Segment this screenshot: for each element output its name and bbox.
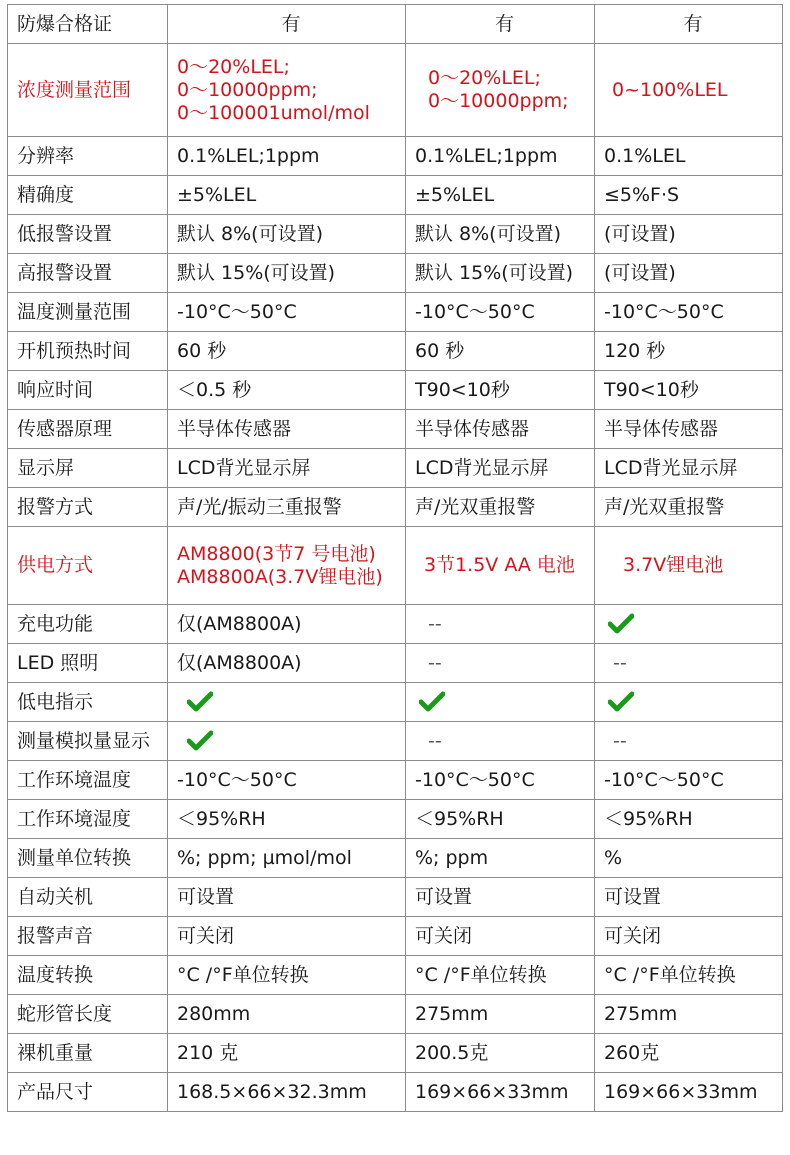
row-label-alarm-mode: 报警方式 [8, 488, 168, 527]
cell: 默认 15%(可设置) [406, 254, 595, 293]
row-label-dimensions: 产品尺寸 [8, 1073, 168, 1112]
cell: 声/光双重报警 [595, 488, 783, 527]
row-label-work-temp: 工作环境温度 [8, 761, 168, 800]
table-row [8, 1073, 783, 1112]
row-label-response-time: 响应时间 [8, 371, 168, 410]
cell: -10°C～50°C [595, 293, 783, 332]
cell: 默认 8%(可设置) [406, 215, 595, 254]
row-label-accuracy: 精确度 [8, 176, 168, 215]
table-row [8, 293, 783, 332]
cell: ＜95%RH [595, 800, 783, 839]
cell: -10°C～50°C [595, 761, 783, 800]
cell: 可关闭 [406, 917, 595, 956]
row-label-resolution: 分辨率 [8, 137, 168, 176]
cell [168, 722, 406, 761]
table-row [8, 410, 783, 449]
cell: LCD背光显示屏 [595, 449, 783, 488]
row-label-temp-range: 温度测量范围 [8, 293, 168, 332]
table-row [8, 722, 783, 761]
row-label-weight: 裸机重量 [8, 1034, 168, 1073]
table-row [8, 44, 783, 137]
cell: (可设置) [595, 215, 783, 254]
cell: 280mm [168, 995, 406, 1034]
cell: 3节1.5V AA 电池 [406, 527, 595, 605]
cell: ≤5%F·S [595, 176, 783, 215]
cell: 260克 [595, 1034, 783, 1073]
row-label-auto-off: 自动关机 [8, 878, 168, 917]
row-label-unit-conversion: 测量单位转换 [8, 839, 168, 878]
cell: -- [406, 644, 595, 683]
row-label-charging: 充电功能 [8, 605, 168, 644]
cell: T90<10秒 [406, 371, 595, 410]
row-label-analog-display: 测量模拟量显示 [8, 722, 168, 761]
cell: 210 克 [168, 1034, 406, 1073]
green-check-icon [187, 730, 213, 752]
cell: 声/光双重报警 [406, 488, 595, 527]
cell: 0~100%LEL [595, 44, 783, 137]
cell [168, 44, 406, 137]
cell: 0.1%LEL;1ppm [168, 137, 406, 176]
cell [168, 527, 406, 605]
cell: LCD背光显示屏 [168, 449, 406, 488]
cell: 0.1%LEL [595, 137, 783, 176]
cell: 仅(AM8800A) [168, 644, 406, 683]
cell: -10°C～50°C [406, 293, 595, 332]
row-label-alarm-sound: 报警声音 [8, 917, 168, 956]
cell: 有 [168, 5, 406, 44]
row-label-high-alarm: 高报警设置 [8, 254, 168, 293]
cell: ＜0.5 秒 [168, 371, 406, 410]
table-row [8, 254, 783, 293]
table-row [8, 449, 783, 488]
cell: 3.7V锂电池 [595, 527, 783, 605]
table-row [8, 215, 783, 254]
green-check-icon [187, 691, 213, 713]
cell: 0.1%LEL;1ppm [406, 137, 595, 176]
cell: T90<10秒 [595, 371, 783, 410]
cell: -- [595, 644, 783, 683]
cell: 有 [595, 5, 783, 44]
row-label-display: 显示屏 [8, 449, 168, 488]
cell: 60 秒 [168, 332, 406, 371]
row-label-low-alarm: 低报警设置 [8, 215, 168, 254]
table-row [8, 371, 783, 410]
cell [168, 683, 406, 722]
spec-comparison-table [7, 4, 783, 1112]
cell: 默认 8%(可设置) [168, 215, 406, 254]
cell: 168.5×66×32.3mm [168, 1073, 406, 1112]
cell: ＜95%RH [406, 800, 595, 839]
table-row [8, 488, 783, 527]
cell: -- [595, 722, 783, 761]
table-row [8, 956, 783, 995]
cell: (可设置) [595, 254, 783, 293]
table-row [8, 5, 783, 44]
cell: 可关闭 [595, 917, 783, 956]
cell: 仅(AM8800A) [168, 605, 406, 644]
cell: 可设置 [406, 878, 595, 917]
cell: -10°C～50°C [406, 761, 595, 800]
table-row [8, 878, 783, 917]
cell-line: 0～10000ppm; [177, 78, 318, 101]
row-label-low-battery: 低电指示 [8, 683, 168, 722]
cell [595, 605, 783, 644]
cell: 半导体传感器 [595, 410, 783, 449]
cell [406, 44, 595, 137]
cell [406, 683, 595, 722]
green-check-icon [419, 691, 445, 713]
row-label-concentration-range: 浓度测量范围 [8, 44, 168, 137]
table-row [8, 644, 783, 683]
cell-line: AM8800A(3.7V锂电池) [177, 565, 383, 588]
cell: 默认 15%(可设置) [168, 254, 406, 293]
cell-line: 0～20%LEL; [177, 55, 290, 78]
table-row [8, 332, 783, 371]
table-row [8, 1034, 783, 1073]
green-check-icon [608, 613, 634, 635]
cell: 半导体传感器 [168, 410, 406, 449]
row-label-hose-length: 蛇形管长度 [8, 995, 168, 1034]
row-label-temp-conversion: 温度转换 [8, 956, 168, 995]
table-row [8, 137, 783, 176]
row-label-explosion-cert: 防爆合格证 [8, 5, 168, 44]
cell: 169×66×33mm [406, 1073, 595, 1112]
cell: 半导体传感器 [406, 410, 595, 449]
row-label-sensor-principle: 传感器原理 [8, 410, 168, 449]
cell: 有 [406, 5, 595, 44]
cell: °C /°F单位转换 [168, 956, 406, 995]
table-row [8, 995, 783, 1034]
cell: 可设置 [168, 878, 406, 917]
cell: ±5%LEL [168, 176, 406, 215]
cell: 可设置 [595, 878, 783, 917]
cell: °C /°F单位转换 [406, 956, 595, 995]
cell-line: 0～100001umol/mol [177, 101, 370, 124]
table-row [8, 839, 783, 878]
row-label-power-supply: 供电方式 [8, 527, 168, 605]
cell: %; ppm; µmol/mol [168, 839, 406, 878]
cell: 60 秒 [406, 332, 595, 371]
cell-line: 0～10000ppm; [428, 90, 569, 112]
row-label-led-light: LED 照明 [8, 644, 168, 683]
cell: 169×66×33mm [595, 1073, 783, 1112]
table-row [8, 527, 783, 605]
row-label-work-humidity: 工作环境湿度 [8, 800, 168, 839]
cell: -10°C～50°C [168, 293, 406, 332]
table-row [8, 605, 783, 644]
cell: -10°C～50°C [168, 761, 406, 800]
table-row [8, 683, 783, 722]
cell: -- [406, 605, 595, 644]
cell: °C /°F单位转换 [595, 956, 783, 995]
cell: 275mm [406, 995, 595, 1034]
cell: %; ppm [406, 839, 595, 878]
cell: LCD背光显示屏 [406, 449, 595, 488]
cell: 200.5克 [406, 1034, 595, 1073]
table-row [8, 176, 783, 215]
cell: 声/光/振动三重报警 [168, 488, 406, 527]
cell: 120 秒 [595, 332, 783, 371]
table-row [8, 800, 783, 839]
cell: ＜95%RH [168, 800, 406, 839]
cell-line: AM8800(3节7 号电池) [177, 542, 376, 565]
cell: % [595, 839, 783, 878]
table-row [8, 761, 783, 800]
cell: ±5%LEL [406, 176, 595, 215]
cell: 275mm [595, 995, 783, 1034]
cell [595, 683, 783, 722]
cell-line: 0～20%LEL; [428, 67, 541, 89]
cell: 可关闭 [168, 917, 406, 956]
cell: -- [406, 722, 595, 761]
table-row [8, 917, 783, 956]
row-label-warmup-time: 开机预热时间 [8, 332, 168, 371]
green-check-icon [608, 691, 634, 713]
